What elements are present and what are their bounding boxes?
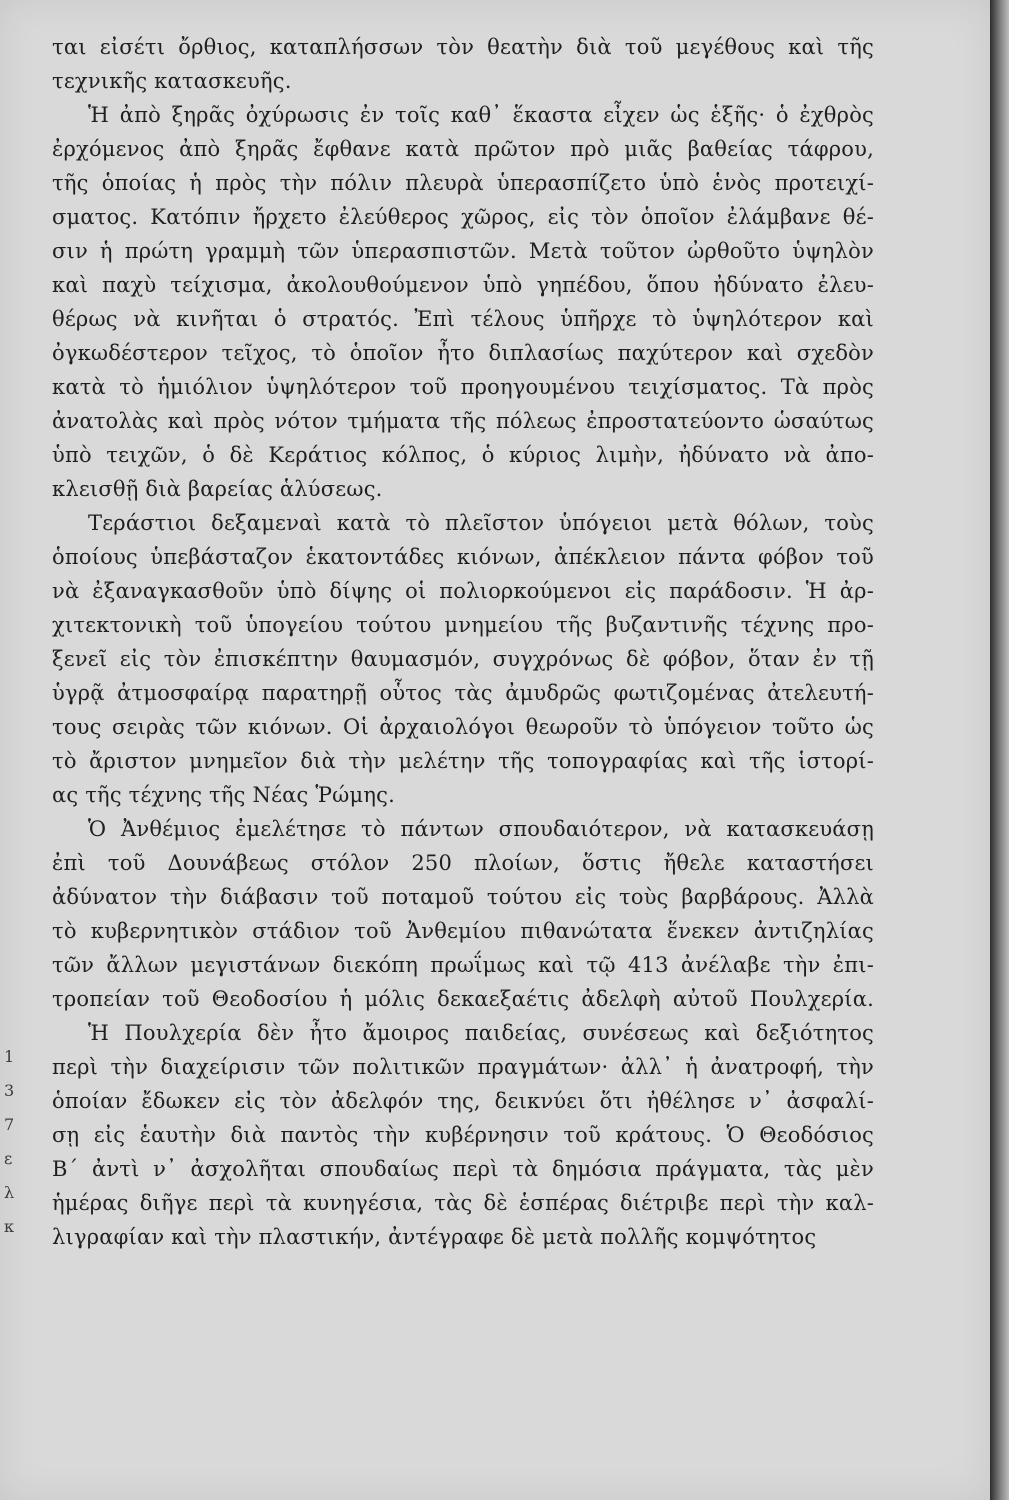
- text-line: ἡμέρας διῆγε περὶ τὰ κυνηγέσια, τὰς δὲ ἑσπέρας διέτριβε περὶ τὴν καλ-: [52, 1191, 874, 1215]
- text-line: τους σειρὰς τῶν κιόνων. Οἱ ἀρχαιολόγοι θεωροῦν τὸ ὑπόγειον τοῦτο ὡς: [52, 715, 874, 739]
- text-line: σῃ εἰς ἑαυτὴν διὰ παντὸς τὴν κυβέρνησιν τοῦ κράτους. Ὁ Θεοδόσιος: [52, 1123, 874, 1147]
- margin-mark: λ: [4, 1183, 15, 1202]
- text-line: ας τῆς τέχνης τῆς Νέας Ῥώμης.: [52, 783, 395, 807]
- text-line: ὁποίους ὑπεβάσταζον ἑκατοντάδες κιόνων, ἀπέκλειον πάντα φόβον τοῦ: [52, 545, 874, 569]
- page-edge-shadow: [990, 0, 1009, 1500]
- margin-mark: ε: [4, 1149, 13, 1168]
- text-line: ἐρχόμενος ἀπὸ ξηρᾶς ἔφθανε κατὰ πρῶτον πρὸ μιᾶς βαθείας τάφρου,: [52, 137, 874, 161]
- text-line: ἀνατολὰς καὶ πρὸς νότον τμήματα τῆς πόλεως ἐπροστατεύοντο ὡσαύτως: [52, 409, 874, 433]
- margin-mark: 1: [4, 1047, 15, 1066]
- text-line: Τεράστιοι δεξαμεναὶ κατὰ τὸ πλεῖστον ὑπόγειοι μετὰ θόλων, τοὺς: [88, 511, 874, 535]
- text-line: τῆς ὁποίας ἡ πρὸς τὴν πόλιν πλευρὰ ὑπερασπίζετο ὑπὸ ἑνὸς προτειχί-: [52, 171, 874, 195]
- text-line: κατὰ τὸ ἡμιόλιον ὑψηλότερον τοῦ προηγουμένου τειχίσματος. Τὰ πρὸς: [52, 375, 874, 399]
- text-line: καὶ παχὺ τείχισμα, ἀκολουθούμενον ὑπὸ γηπέδου, ὅπου ἠδύνατο ἐλευ-: [52, 273, 874, 297]
- text-line: χιτεκτονικὴ τοῦ ὑπογείου τούτου μνημείου τῆς βυζαντινῆς τέχνης προ-: [52, 613, 874, 637]
- text-line: Ἡ ἀπὸ ξηρᾶς ὀχύρωσις ἐν τοῖς καθ᾿ ἕκαστα εἶχεν ὡς ἑξῆς· ὁ ἐχθρὸς: [88, 103, 874, 127]
- margin-annotations: [4, 1040, 24, 1244]
- text-line: τῶν ἄλλων μεγιστάνων διεκόπη πρωΐμως καὶ τῷ 413 ἀνέλαβε τὴν ἐπι-: [52, 953, 874, 977]
- text-line: λιγραφίαν καὶ τὴν πλαστικήν, ἀντέγραφε δὲ μετὰ πολλῆς κομψότητος: [52, 1225, 817, 1249]
- text-line: ὀγκωδέστερον τεῖχος, τὸ ὁποῖον ἦτο διπλασίως παχύτερον καὶ σχεδὸν: [52, 341, 874, 365]
- text-line: τὸ κυβερνητικὸν στάδιον τοῦ Ἀνθεμίου πιθανώτατα ἕνεκεν ἀντιζηλίας: [52, 919, 874, 943]
- text-line: τεχνικῆς κατασκευῆς.: [52, 69, 292, 93]
- text-line: Β΄ ἀντὶ ν᾿ ἀσχολῆται σπουδαίως περὶ τὰ δημόσια πράγματα, τὰς μὲν: [52, 1157, 874, 1181]
- text-line: ὑγρᾷ ἀτμοσφαίρᾳ παρατηρῇ οὗτος τὰς ἀμυδρῶς φωτιζομένας ἀτελευτή-: [52, 681, 874, 705]
- margin-mark: κ: [4, 1217, 14, 1236]
- margin-mark: 7: [4, 1115, 15, 1134]
- text-line: ἐπὶ τοῦ Δουνάβεως στόλον 250 πλοίων, ὅστις ἤθελε καταστήσει: [52, 851, 874, 875]
- body-text: [52, 30, 874, 1254]
- text-line: νὰ ἐξαναγκασθοῦν ὑπὸ δίψης οἱ πολιορκούμενοι εἰς παράδοσιν. Ἡ ἀρ-: [52, 579, 874, 603]
- text-line: περὶ τὴν διαχείρισιν τῶν πολιτικῶν πραγμάτων· ἀλλ᾿ ἡ ἀνατροφή, τὴν: [52, 1055, 874, 1079]
- text-line: ξενεῖ εἰς τὸν ἐπισκέπτην θαυμασμόν, συγχρόνως δὲ φόβον, ὅταν ἐν τῇ: [52, 647, 874, 671]
- margin-mark: 3: [4, 1081, 15, 1100]
- text-line: τροπείαν τοῦ Θεοδοσίου ἡ μόλις δεκαεξαέτις ἀδελφὴ αὐτοῦ Πουλχερία.: [52, 987, 874, 1011]
- text-line: ὁποίαν ἔδωκεν εἰς τὸν ἀδελφόν της, δεικνύει ὅτι ἠθέλησε ν᾿ ἀσφαλί-: [52, 1089, 874, 1113]
- text-line: θέρως νὰ κινῆται ὁ στρατός. Ἐπὶ τέλους ὑπῆρχε τὸ ὑψηλότερον καὶ: [52, 307, 874, 331]
- text-line: κλεισθῇ διὰ βαρείας ἁλύσεως.: [52, 477, 383, 501]
- text-line: σιν ἡ πρώτη γραμμὴ τῶν ὑπερασπιστῶν. Μετὰ τοῦτον ὠρθοῦτο ὑψηλὸν: [52, 239, 874, 263]
- text-line: ὑπὸ τειχῶν, ὁ δὲ Κεράτιος κόλπος, ὁ κύριος λιμὴν, ἠδύνατο νὰ ἀπο-: [52, 443, 874, 467]
- text-line: Ἡ Πουλχερία δὲν ἦτο ἄμοιρος παιδείας, συνέσεως καὶ δεξιότητος: [88, 1021, 874, 1045]
- text-line: ται εἰσέτι ὄρθιος, καταπλήσσων τὸν θεατὴν διὰ τοῦ μεγέθους καὶ τῆς: [52, 35, 874, 59]
- text-line: τὸ ἄριστον μνημεῖον διὰ τὴν μελέτην τῆς τοπογραφίας καὶ τῆς ἱστορί-: [52, 749, 874, 773]
- text-line: ἀδύνατον τὴν διάβασιν τοῦ ποταμοῦ τούτου εἰς τοὺς βαρβάρους. Ἀλλὰ: [52, 885, 874, 909]
- text-line: Ὁ Ἀνθέμιος ἐμελέτησε τὸ πάντων σπουδαιότερον, νὰ κατασκευάσῃ: [88, 817, 874, 841]
- text-line: σματος. Κατόπιν ἤρχετο ἐλεύθερος χῶρος, εἰς τὸν ὁποῖον ἐλάμβανε θέ-: [52, 205, 874, 229]
